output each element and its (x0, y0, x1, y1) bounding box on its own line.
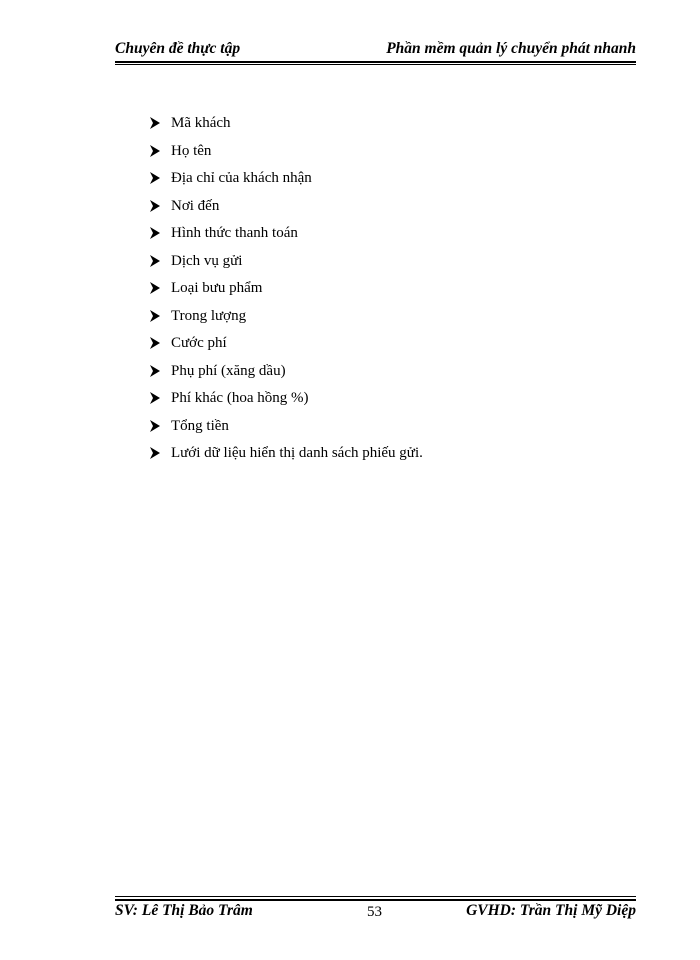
list-item-label: Tổng tiền (171, 417, 229, 434)
page-number: 53 (367, 904, 382, 920)
header-rule-thin (115, 64, 636, 65)
list-item (149, 140, 423, 168)
list-item (149, 167, 423, 195)
list-item-label: Họ tên (171, 142, 212, 159)
list-item (149, 442, 423, 470)
list-item-label: Phụ phí (xăng dầu) (171, 362, 286, 379)
footer-student-name: SV: Lê Thị Bảo Trâm (115, 902, 253, 919)
list-item-label: Hình thức thanh toán (171, 225, 298, 241)
arrowhead-bullet-icon (149, 255, 171, 267)
list-item-label: Địa chỉ của khách nhận (171, 170, 312, 186)
header-right-title: Phần mềm quản lý chuyển phát nhanh (386, 40, 636, 57)
arrowhead-bullet-icon (149, 282, 171, 294)
list-item (149, 305, 423, 333)
list-item (149, 277, 423, 305)
list-item (149, 250, 423, 278)
arrowhead-bullet-icon (149, 117, 171, 129)
footer-rule-thin (115, 896, 636, 897)
page-header (115, 38, 636, 60)
footer-supervisor-name: GVHD: Trần Thị Mỹ Diệp (466, 902, 636, 919)
arrowhead-bullet-icon (149, 392, 171, 404)
field-list (149, 112, 423, 470)
arrowhead-bullet-icon (149, 337, 171, 349)
arrowhead-bullet-icon (149, 200, 171, 212)
list-item-label: Nơi đến (171, 197, 220, 214)
arrowhead-bullet-icon (149, 145, 171, 157)
list-item (149, 387, 423, 415)
arrowhead-bullet-icon (149, 420, 171, 432)
list-item-label: Dịch vụ gửi (171, 252, 243, 269)
list-item (149, 195, 423, 223)
list-item-label: Loại bưu phẩm (171, 280, 263, 296)
list-item (149, 112, 423, 140)
list-item (149, 360, 423, 388)
list-item-label: Cước phí (171, 335, 227, 351)
list-item-label: Mã khách (171, 115, 231, 131)
arrowhead-bullet-icon (149, 310, 171, 322)
list-item (149, 222, 423, 250)
arrowhead-bullet-icon (149, 447, 171, 459)
header-rule-thick (115, 61, 636, 63)
list-item (149, 415, 423, 443)
header-left-title: Chuyên đề thực tập (115, 40, 241, 57)
list-item-label: Trong lượng (171, 307, 247, 324)
list-item-label: Phí khác (hoa hồng %) (171, 390, 309, 406)
page-footer (115, 900, 636, 922)
arrowhead-bullet-icon (149, 172, 171, 184)
list-item (149, 332, 423, 360)
arrowhead-bullet-icon (149, 365, 171, 377)
arrowhead-bullet-icon (149, 227, 171, 239)
list-item-label: Lưới dữ liệu hiển thị danh sách phiếu gửi. (171, 445, 423, 461)
